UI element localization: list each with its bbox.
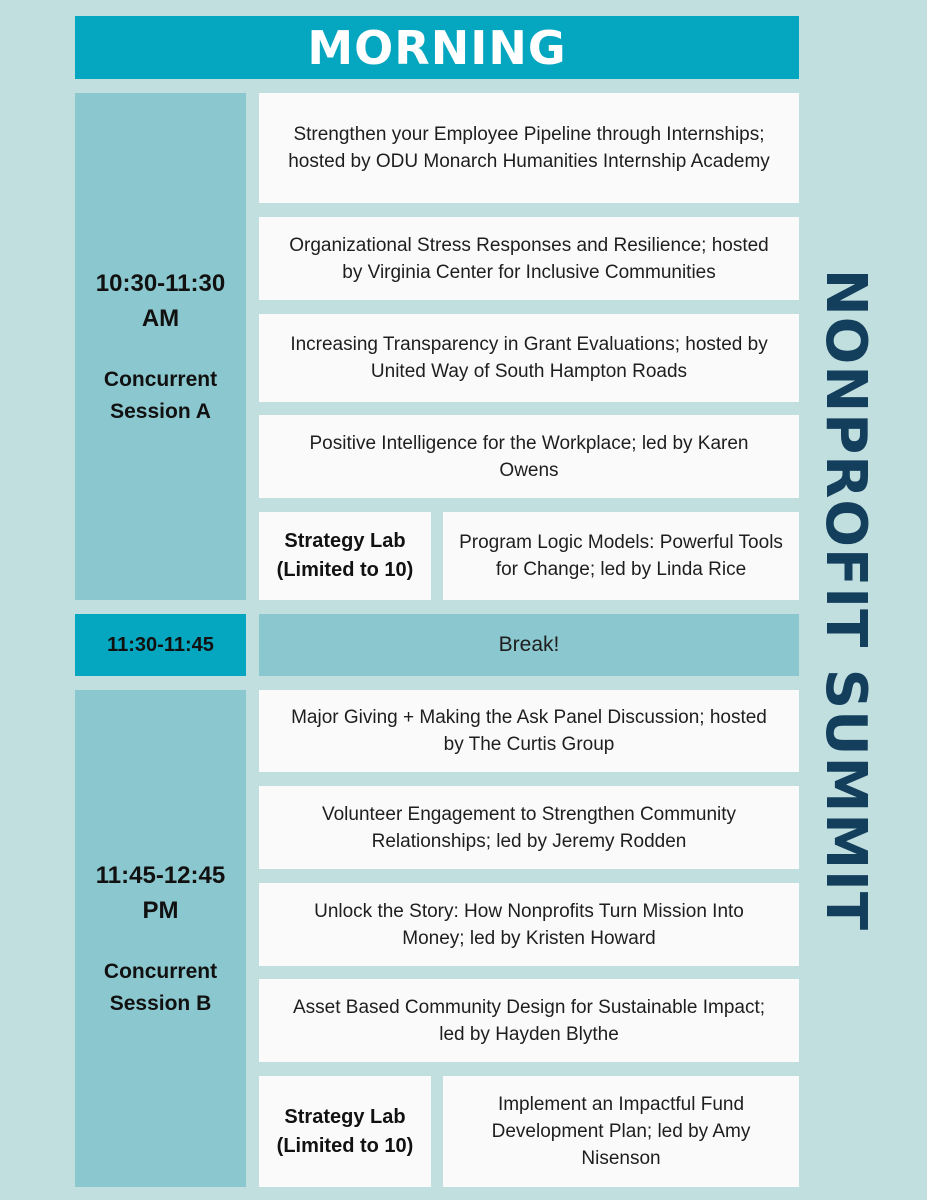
side-title-container xyxy=(810,270,880,930)
session-a-item-3: Increasing Transparency in Grant Evaluations; hosted by United Way of South Hampton Roads xyxy=(259,314,799,402)
morning-banner xyxy=(75,16,799,79)
session-a-item-1: Strengthen your Employee Pipeline through Internships; hosted by ODU Monarch Humanities Internship Academy xyxy=(259,93,799,203)
session-b-item-2: Volunteer Engagement to Strengthen Community Relationships; led by Jeremy Rodden xyxy=(259,786,799,869)
session-a-strategy-lab-label: Strategy Lab (Limited to 10) xyxy=(259,512,431,600)
page-title: MORNING xyxy=(307,20,567,75)
session-a-item-2: Organizational Stress Responses and Resilience; hosted by Virginia Center for Inclusive Communities xyxy=(259,217,799,300)
session-a-strategy-lab-session: Program Logic Models: Powerful Tools for Change; led by Linda Rice xyxy=(443,512,799,600)
session-b-time: 11:45-12:45 PM xyxy=(95,861,226,924)
session-a-time-column xyxy=(75,93,246,600)
session-b-strategy-lab-session: Implement an Impactful Fund Development Plan; led by Amy Nisenson xyxy=(443,1076,799,1187)
session-a-label: Concurrent Session A xyxy=(103,367,218,423)
session-b-item-4: Asset Based Community Design for Sustainable Impact; led by Hayden Blythe xyxy=(259,979,799,1062)
break-time: 11:30-11:45 xyxy=(75,614,246,676)
session-b-item-3: Unlock the Story: How Nonprofits Turn Mission Into Money; led by Kristen Howard xyxy=(259,883,799,966)
session-b-strategy-lab-label: Strategy Lab (Limited to 10) xyxy=(259,1076,431,1187)
session-b-item-1: Major Giving + Making the Ask Panel Discussion; hosted by The Curtis Group xyxy=(259,690,799,772)
session-a-item-4: Positive Intelligence for the Workplace; led by Karen Owens xyxy=(259,415,799,498)
break-label: Break! xyxy=(259,614,799,676)
session-b-time-column xyxy=(75,690,246,1187)
session-a-time: 10:30-11:30 AM xyxy=(95,269,226,332)
session-b-label: Concurrent Session B xyxy=(103,959,218,1015)
side-title: NONPROFIT SUMMIT xyxy=(813,268,878,932)
